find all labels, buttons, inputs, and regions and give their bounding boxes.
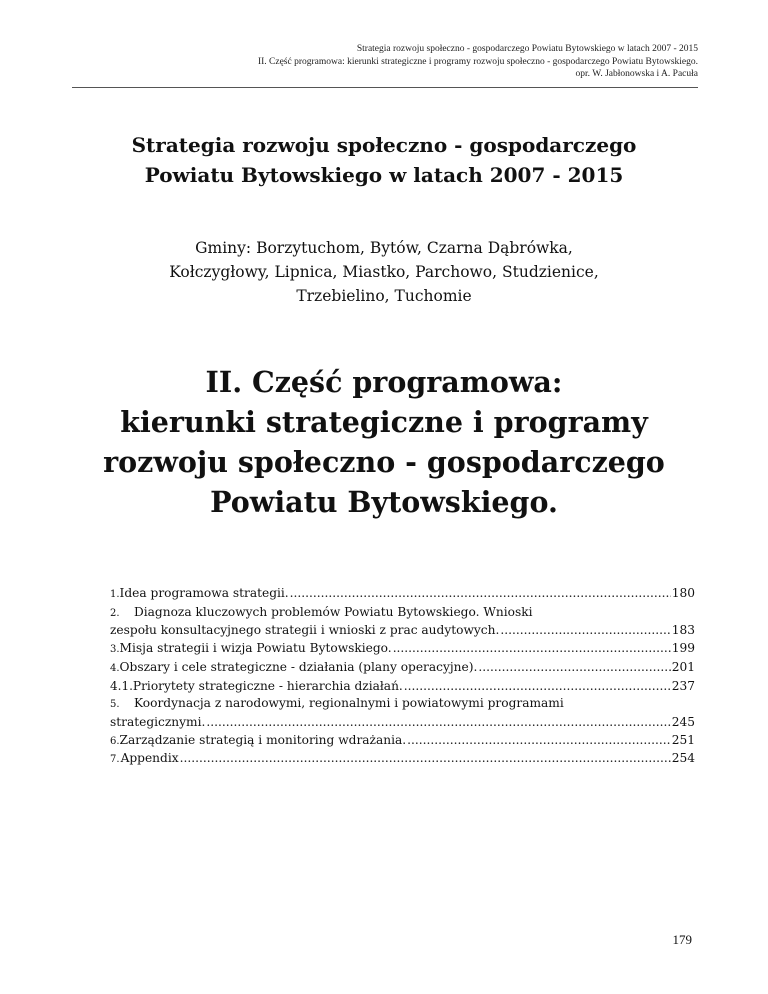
toc-entry[interactable] <box>110 604 695 623</box>
toc-page: 237 <box>671 678 695 693</box>
toc-number: 1. <box>110 589 120 600</box>
toc-leader <box>393 640 671 658</box>
toc-leader <box>180 750 671 768</box>
page-number: 179 <box>672 932 692 947</box>
document-title-line: Strategia rozwoju społeczno - gospodarczego <box>131 133 637 157</box>
part-title-line: kierunki strategiczne i programy <box>120 405 648 439</box>
toc-page: 180 <box>671 586 695 600</box>
running-header <box>258 43 698 81</box>
toc-page: 251 <box>671 732 695 747</box>
toc-page: 245 <box>671 714 695 729</box>
part-title <box>0 362 768 522</box>
part-title-line: II. Część programowa: <box>205 365 563 399</box>
toc-entry-continued[interactable] <box>110 714 695 732</box>
document-title-line: Powiatu Bytowskiego w latach 2007 - 2015 <box>144 163 624 187</box>
toc-text: zespołu konsultacyjnego strategii i wnioski z prac audytowych. <box>110 623 500 638</box>
toc-text: Koordynacja z narodowymi, regionalnymi i powiatowymi programami <box>134 696 564 711</box>
toc-leader <box>407 732 671 750</box>
toc-leader <box>500 622 670 640</box>
toc-entry[interactable] <box>110 659 695 678</box>
toc-text: Misja strategii i wizja Powiatu Bytowskiego. <box>119 641 392 656</box>
part-title-line: Powiatu Bytowskiego. <box>210 485 558 519</box>
toc-page: 199 <box>671 641 695 656</box>
toc-leader <box>478 659 670 677</box>
toc-text: Idea programowa strategii. <box>119 586 289 600</box>
toc-page: 254 <box>671 751 695 766</box>
gminy-line: Kołczygłowy, Lipnica, Miastko, Parchowo, Studzienice, <box>169 263 599 281</box>
toc-entry[interactable] <box>110 585 695 604</box>
toc-text: strategicznymi. <box>110 714 206 729</box>
gminy-line: Trzebielino, Tuchomie <box>296 287 472 305</box>
gminy-line: Gminy: Borzytuchom, Bytów, Czarna Dąbrówka, <box>195 239 573 257</box>
toc-text: Diagnoza kluczowych problemów Powiatu Bytowskiego. Wnioski <box>134 604 533 619</box>
document-title <box>0 130 768 190</box>
toc-entry[interactable] <box>110 732 695 751</box>
table-of-contents <box>110 585 695 769</box>
toc-number: 7. <box>110 754 120 766</box>
toc-number: 4.1. <box>110 678 133 693</box>
toc-entry[interactable] <box>110 695 695 714</box>
toc-entry[interactable] <box>110 750 695 769</box>
toc-number: 6. <box>110 735 120 747</box>
toc-page: 183 <box>671 623 695 638</box>
header-line-part: II. Część programowa: kierunki strategiczne i programy rozwoju społeczno - gospodarczego Powiatu Bytowskiego. <box>257 56 698 67</box>
gminy-list <box>0 236 768 308</box>
toc-entry[interactable] <box>110 640 695 659</box>
toc-text: Zarządzanie strategią i monitoring wdrażania. <box>119 732 407 747</box>
part-title-line: rozwoju społeczno - gospodarczego <box>103 445 665 479</box>
toc-text: Priorytety strategiczne - hierarchia działań. <box>132 678 403 693</box>
toc-entry-continued[interactable] <box>110 622 695 640</box>
toc-entry[interactable] <box>110 678 695 696</box>
toc-text: Appendix <box>120 751 179 766</box>
toc-page: 201 <box>671 659 695 674</box>
toc-number: 5. <box>110 699 120 711</box>
toc-number: 3. <box>110 644 120 656</box>
header-line-authors: opr. W. Jabłonowska i A. Pacuła <box>575 69 698 79</box>
header-rule <box>72 87 698 88</box>
toc-text: Obszary i cele strategiczne - działania (plany operacyjne). <box>119 659 478 674</box>
header-line-title: Strategia rozwoju społeczno - gospodarczego Powiatu Bytowskiego w latach 2007 - 2015 <box>356 44 698 54</box>
toc-number: 4. <box>110 662 120 674</box>
toc-number: 2. <box>110 607 120 619</box>
toc-leader <box>404 678 671 696</box>
toc-leader <box>290 585 671 603</box>
toc-leader <box>206 714 670 732</box>
